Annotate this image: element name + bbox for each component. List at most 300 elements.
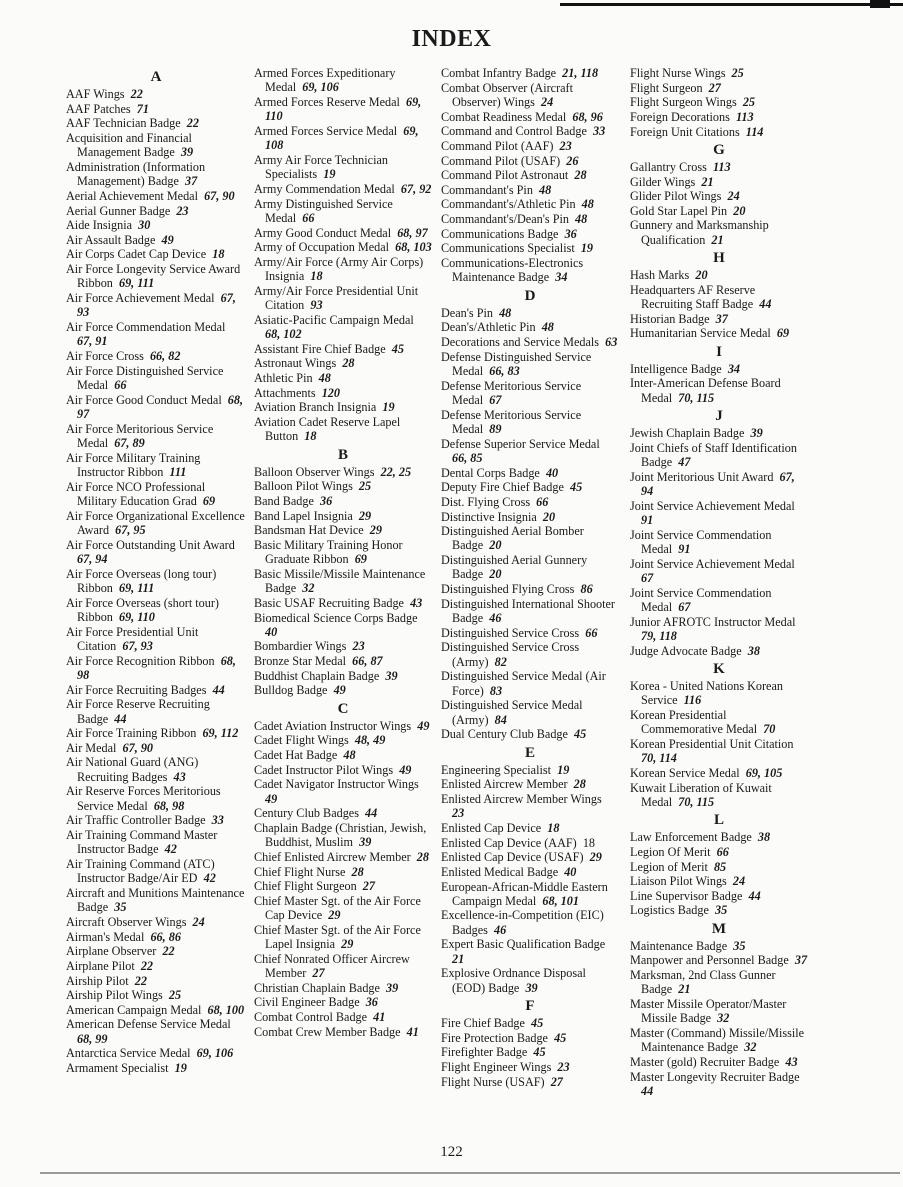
index-entry: [441, 466, 619, 480]
section-letter: K: [713, 660, 725, 677]
index-entry: [630, 939, 808, 953]
index-entry: [254, 124, 432, 153]
index-entry: [630, 312, 808, 326]
index-entry: [630, 441, 808, 470]
entry-term: Basic Military Training Honor Graduate Ribbon: [254, 537, 403, 567]
entry-pages: 91: [678, 542, 691, 557]
entry-term: Aircraft and Munitions Maintenance Badge: [66, 886, 245, 915]
index-entry: [630, 845, 808, 859]
entry-pages: 44: [212, 682, 225, 697]
entry-pages: 45: [569, 480, 583, 495]
entry-term: Foreign Decorations: [630, 109, 730, 124]
entry-pages: 69: [202, 493, 216, 508]
entry-pages: 66: [302, 210, 315, 225]
entry-term: Fire Protection Badge: [441, 1030, 548, 1045]
entry-term: Army Distinguished Service Medal: [254, 196, 393, 225]
entry-pages: 29: [328, 908, 341, 923]
entry-term: Air Force Cross: [66, 349, 144, 364]
entry-term: Armament Specialist: [66, 1061, 169, 1076]
entry-term: Combat Infantry Badge: [441, 66, 557, 80]
entry-pages: 67, 93: [77, 291, 236, 320]
entry-term: Dual Century Club Badge: [441, 727, 568, 742]
entry-term: Air Force Reserve Recruiting Badge: [66, 697, 210, 726]
index-entry: [441, 66, 619, 80]
entry-term: Airman's Medal: [66, 929, 145, 944]
entry-term: Foreign Unit Citations: [630, 124, 740, 139]
entry-pages: 48, 49: [354, 733, 386, 748]
entry-term: Buddhist Chaplain Badge: [254, 668, 380, 683]
entry-pages: 45: [531, 1016, 544, 1031]
entry-term: Defense Meritorious Service Medal: [441, 407, 582, 436]
entry-pages: 39: [386, 980, 399, 995]
entry-pages: 66, 86: [150, 929, 181, 944]
entry-pages: 84: [494, 712, 507, 727]
index-entry: [66, 697, 246, 726]
index-entry: [630, 903, 808, 917]
index-entry: [441, 698, 619, 727]
index-entry: [66, 1046, 246, 1060]
entry-term: Air Force Presidential Unit Citation: [66, 624, 199, 653]
index-entry: [630, 968, 808, 997]
index-entry: [441, 241, 619, 255]
entry-pages: 93: [310, 298, 323, 313]
index-entry: [254, 596, 432, 610]
section-letter: I: [716, 343, 722, 360]
entry-pages: 18: [582, 835, 596, 850]
entry-term: Air National Guard (ANG) Recruiting Badges: [66, 755, 199, 784]
index-entry: [66, 233, 246, 247]
entry-pages: 45: [533, 1045, 546, 1060]
index-entry: [441, 669, 619, 698]
index-entry: [254, 923, 432, 952]
section-letter: F: [525, 998, 535, 1015]
entry-term: Army Good Conduct Medal: [254, 225, 392, 240]
entry-term: Master (gold) Recruiter Badge: [630, 1055, 780, 1070]
entry-pages: 37: [715, 311, 728, 326]
entry-term: Bombardier Wings: [254, 639, 347, 654]
index-entry: [630, 679, 808, 708]
index-entry: [254, 182, 432, 196]
index-entry: [66, 393, 246, 422]
entry-term: Bronze Star Medal: [254, 654, 347, 669]
entry-term: Logistics Badge: [630, 903, 709, 918]
entry-term: Distinctive Insignia: [441, 509, 537, 524]
entry-term: Communications Badge: [441, 226, 559, 241]
index-entry: [254, 153, 432, 182]
entry-term: Commandant's Pin: [441, 182, 533, 197]
entry-term: Air Training Command (ATC) Instructor Badge/Air ED: [66, 857, 215, 886]
index-entry: [254, 509, 432, 523]
entry-pages: 28: [573, 777, 586, 792]
entry-term: Dist. Flying Cross: [441, 494, 531, 509]
entry-pages: 41: [406, 1024, 419, 1039]
entry-pages: 39: [359, 835, 372, 850]
entry-term: Command Pilot (USAF): [441, 153, 561, 168]
entry-term: Distinguished International Shooter Badge: [441, 596, 615, 626]
index-entry: [66, 480, 246, 509]
entry-pages: 67, 94: [641, 469, 795, 499]
index-entry: [630, 737, 808, 766]
index-entry: [66, 451, 246, 480]
index-entry: [441, 81, 619, 110]
entry-term: Law Enforcement Badge: [630, 830, 752, 845]
entry-pages: 37: [794, 953, 808, 968]
entry-pages: 41: [373, 1010, 386, 1025]
index-entry: [254, 1010, 432, 1024]
index-entry: [66, 160, 246, 189]
index-entry: [254, 777, 432, 806]
index-entry: [66, 828, 246, 857]
entry-pages: 19: [557, 762, 570, 777]
index-entry: [254, 386, 432, 400]
index-entry: [441, 850, 619, 864]
entry-term: Communications Specialist: [441, 241, 575, 256]
entry-term: Antarctica Service Medal: [66, 1046, 191, 1061]
entry-term: Army/Air Force (Army Air Corps) Insignia: [254, 254, 424, 284]
entry-term: Attachments: [254, 385, 316, 400]
entry-term: Distinguished Service Medal (Army): [441, 698, 583, 727]
index-entry: [441, 626, 619, 640]
index-entry: [630, 1055, 808, 1069]
entry-pages: 21: [678, 982, 691, 997]
index-entry: [630, 557, 808, 586]
entry-pages: 21, 118: [562, 66, 599, 80]
entry-term: Joint Service Achievement Medal: [630, 556, 795, 571]
entry-term: Enlisted Aircrew Member Wings: [441, 791, 602, 806]
entry-pages: 67, 90: [204, 188, 235, 203]
index-entry: [441, 110, 619, 124]
index-entry: [441, 183, 619, 197]
entry-pages: 85: [713, 859, 727, 874]
entry-term: Headquarters AF Reserve Recruiting Staff Badge: [630, 282, 756, 312]
entry-pages: 23: [557, 1060, 570, 1075]
index-entry: [441, 480, 619, 494]
entry-term: Legion Of Merit: [630, 844, 711, 859]
entry-pages: 67, 92: [400, 181, 432, 196]
entry-term: Air Force Military Training Instructor Ribbon: [66, 450, 201, 479]
entry-pages: 34: [727, 361, 740, 376]
entry-term: Basic Missile/Missile Maintenance Badge: [254, 566, 426, 596]
entry-term: Air Force NCO Professional Military Education Grad: [66, 479, 206, 508]
entry-pages: 66: [585, 625, 598, 640]
entry-term: Airship Pilot Wings: [66, 988, 163, 1003]
index-entry: [441, 727, 619, 741]
entry-pages: 69, 106: [196, 1046, 234, 1061]
entry-pages: 24: [540, 94, 554, 109]
index-entry: [254, 465, 432, 479]
entry-term: Humanitarian Service Medal: [630, 326, 771, 341]
bottom-rule: [40, 1172, 900, 1174]
index-entry: [441, 908, 619, 937]
entry-pages: 36: [320, 493, 333, 508]
entry-pages: 29: [589, 850, 602, 865]
entry-term: Aviation Cadet Reserve Lapel Button: [254, 415, 401, 444]
entry-term: Gilder Wings: [630, 174, 696, 189]
entry-pages: 29: [341, 937, 354, 952]
index-entry: [66, 538, 246, 567]
index-entry: [66, 784, 246, 813]
top-rule: [560, 3, 903, 6]
entry-pages: 48: [575, 212, 588, 227]
entry-term: Cadet Flight Wings: [254, 733, 349, 748]
entry-term: Chief Master Sgt. of the Air Force Cap Device: [254, 893, 421, 923]
entry-pages: 69, 110: [265, 94, 422, 124]
entry-pages: 66: [536, 494, 549, 509]
entry-pages: 22: [162, 944, 175, 959]
entry-pages: 25: [358, 479, 372, 494]
entry-pages: 67, 89: [114, 436, 145, 450]
section-letter: H: [713, 250, 725, 267]
index-entry: [630, 376, 808, 405]
entry-pages: 68, 97: [77, 392, 244, 422]
index-entry: [66, 741, 246, 755]
index-entry: [254, 995, 432, 1009]
index-entry: [254, 567, 432, 596]
entry-pages: 67: [641, 571, 654, 586]
index-entry: [630, 283, 808, 312]
index-entry: [441, 212, 619, 226]
entry-term: Flight Surgeon Wings: [630, 95, 737, 110]
index-entry: [441, 821, 619, 835]
entry-term: Chief Flight Nurse: [254, 864, 346, 879]
index-entry: [441, 880, 619, 909]
entry-pages: 67, 91: [77, 334, 108, 349]
entry-pages: 49: [265, 791, 278, 806]
entry-term: Combat Readiness Medal: [441, 109, 567, 124]
index-entry: [630, 204, 808, 218]
index-entry: [630, 66, 808, 80]
index-entry: [630, 889, 808, 903]
entry-term: Firefighter Badge: [441, 1045, 528, 1060]
entry-term: Air Corps Cadet Cap Device: [66, 247, 207, 262]
index-entry: [630, 766, 808, 780]
entry-term: Legion of Merit: [630, 859, 708, 874]
entry-pages: 22, 25: [380, 464, 412, 479]
index-entry: [630, 160, 808, 174]
entry-pages: 69, 108: [265, 123, 419, 153]
entry-pages: 68, 102: [265, 327, 302, 342]
index-entry: [441, 1075, 619, 1089]
entry-term: Cadet Aviation Instructor Wings: [254, 718, 412, 733]
entry-term: Korea - United Nations Korean Service: [630, 678, 783, 708]
index-entry: [254, 479, 432, 493]
index-entry: [254, 639, 432, 653]
entry-term: Master Longevity Recruiter Badge: [630, 1069, 800, 1084]
index-entry: [441, 139, 619, 153]
index-entry: [630, 830, 808, 844]
entry-term: Flight Nurse (USAF): [441, 1074, 545, 1089]
entry-term: AAF Wings: [66, 87, 125, 101]
entry-term: Gallantry Cross: [630, 159, 707, 174]
entry-term: Air Force Longevity Service Award Ribbon: [66, 262, 241, 291]
index-entry: [254, 865, 432, 879]
entry-pages: 24: [192, 914, 205, 929]
entry-term: Dean's Pin: [441, 305, 493, 320]
index-entry: [441, 256, 619, 285]
entry-pages: 19: [323, 167, 336, 182]
index-entry: [66, 959, 246, 973]
index-entry: [66, 1061, 246, 1075]
entry-term: Army Air Force Technician Specialists: [254, 152, 388, 182]
entry-term: Air Force Overseas (long tour) Ribbon: [66, 566, 217, 595]
entry-pages: 63: [605, 335, 618, 349]
index-entry: [441, 597, 619, 626]
entry-pages: 40: [564, 864, 577, 879]
entry-pages: 18: [310, 269, 323, 284]
entry-term: Army of Occupation Medal: [254, 240, 390, 255]
index-entry: [441, 379, 619, 408]
index-column-1: [66, 66, 246, 1076]
entry-term: Air Traffic Controller Badge: [66, 813, 206, 828]
entry-term: Inter-American Defense Board Medal: [630, 376, 781, 405]
entry-pages: 68, 100: [207, 1002, 245, 1017]
entry-pages: 68, 99: [77, 1031, 108, 1046]
entry-pages: 66, 82: [149, 349, 181, 364]
entry-pages: 44: [759, 297, 772, 312]
entry-term: Marksman, 2nd Class Gunner Badge: [630, 968, 776, 997]
entry-term: Astronaut Wings: [254, 356, 337, 371]
index-entry: [66, 813, 246, 827]
entry-term: Cadet Instructor Pilot Wings: [254, 762, 394, 777]
entry-pages: 42: [164, 842, 177, 857]
entry-term: AAF Technician Badge: [66, 116, 181, 131]
entry-term: Basic USAF Recruiting Badge: [254, 595, 404, 610]
index-entry: [66, 320, 246, 349]
entry-term: Enlisted Cap Device (AAF): [441, 835, 577, 850]
index-entry: [630, 1026, 808, 1055]
index-entry: [66, 596, 246, 625]
entry-term: Band Badge: [254, 493, 314, 508]
entry-term: Combat Observer (Aircraft Observer) Wings: [441, 80, 573, 109]
entry-pages: 45: [554, 1030, 567, 1045]
entry-term: Distinguished Service Cross (Army): [441, 640, 580, 669]
index-entry: [66, 755, 246, 784]
entry-pages: 28: [416, 849, 429, 864]
entry-term: Balloon Observer Wings: [254, 464, 375, 479]
index-entry: [254, 255, 432, 284]
entry-pages: 29: [358, 508, 372, 523]
entry-pages: 116: [683, 693, 702, 708]
entry-pages: 68, 96: [572, 109, 603, 124]
entry-term: Expert Basic Qualification Badge: [441, 937, 606, 952]
entry-term: Army/Air Force Presidential Unit Citation: [254, 283, 419, 313]
entry-term: Liaison Pilot Wings: [630, 874, 727, 889]
entry-term: Armed Forces Reserve Medal: [254, 94, 400, 109]
entry-pages: 34: [555, 270, 568, 285]
entry-term: Air Force Recognition Ribbon: [66, 653, 215, 668]
index-entry: [66, 974, 246, 988]
index-entry: [630, 874, 808, 888]
index-entry: [66, 364, 246, 393]
entry-pages: 37: [184, 174, 198, 189]
entry-term: Junior AFROTC Instructor Medal: [630, 614, 796, 629]
index-entry: [441, 640, 619, 669]
entry-term: Deputy Fire Chief Badge: [441, 480, 564, 495]
entry-term: Athletic Pin: [254, 371, 313, 386]
index-entry: [66, 218, 246, 232]
index-entry: [66, 262, 246, 291]
entry-pages: 35: [733, 938, 746, 953]
section-letter: A: [150, 69, 162, 85]
index-entry: [66, 116, 246, 130]
index-entry: [254, 400, 432, 414]
index-entry: [441, 197, 619, 211]
section-letter: L: [713, 812, 724, 829]
entry-pages: 19: [580, 241, 593, 256]
entry-pages: 66: [716, 844, 729, 859]
index-entry: [254, 952, 432, 981]
entry-pages: 27: [550, 1074, 563, 1089]
entry-pages: 27: [362, 879, 375, 894]
entry-pages: 69, 106: [302, 80, 339, 95]
entry-term: Air Force Training Ribbon: [66, 726, 197, 741]
entry-term: Distinguished Aerial Bomber Badge: [441, 524, 584, 553]
entry-pages: 70, 114: [641, 751, 677, 766]
entry-pages: 32: [302, 581, 315, 596]
entry-pages: 22: [140, 958, 153, 973]
section-letter: C: [337, 700, 349, 717]
entry-term: Explosive Ordnance Disposal (EOD) Badge: [441, 966, 586, 995]
entry-pages: 69, 111: [118, 276, 155, 291]
index-entry: [66, 1003, 246, 1017]
entry-term: Air Medal: [66, 740, 117, 755]
entry-pages: 23: [176, 203, 189, 218]
index-entry: [66, 509, 246, 538]
entry-pages: 32: [744, 1040, 757, 1055]
index-entry: [66, 189, 246, 203]
index-entry: [441, 154, 619, 168]
entry-pages: 39: [180, 145, 194, 160]
index-entry: [630, 426, 808, 440]
index-entry: [254, 1025, 432, 1039]
entry-pages: 66: [114, 378, 127, 393]
entry-pages: 67: [489, 392, 502, 407]
entry-term: Cadet Hat Badge: [254, 748, 338, 763]
entry-pages: 79, 118: [641, 628, 677, 643]
entry-pages: 113: [712, 159, 731, 174]
entry-term: Armed Forces Service Medal: [254, 123, 398, 138]
index-entry: [630, 860, 808, 874]
entry-term: Chaplain Badge (Christian, Jewish, Buddhist, Muslim: [254, 820, 427, 850]
section-letter: D: [524, 287, 536, 304]
entry-pages: 48: [499, 305, 512, 320]
index-entry: [441, 437, 619, 466]
index-entry: [254, 763, 432, 777]
entry-term: Air Force Commendation Medal: [66, 320, 226, 335]
entry-term: Manpower and Personnel Badge: [630, 953, 789, 968]
entry-term: Cadet Navigator Instructor Wings: [254, 777, 419, 792]
entry-pages: 43: [173, 769, 186, 784]
section-letter: E: [524, 744, 535, 761]
entry-pages: 27: [312, 966, 325, 981]
index-entry: [254, 538, 432, 567]
entry-pages: 22: [186, 116, 199, 131]
entry-term: Asiatic-Pacific Campaign Medal: [254, 312, 414, 327]
entry-pages: 67: [678, 600, 691, 614]
index-entry: [254, 850, 432, 864]
entry-term: Aerial Achievement Medal: [66, 188, 198, 203]
index-entry: [630, 499, 808, 528]
entry-term: Enlisted Medical Badge: [441, 864, 559, 879]
entry-term: Airplane Observer: [66, 944, 157, 959]
index-entry: [66, 131, 246, 160]
index-entry: [66, 1017, 246, 1046]
index-entry: [254, 284, 432, 313]
section-letter: J: [715, 408, 723, 425]
index-entry: [441, 777, 619, 791]
index-entry: [254, 654, 432, 668]
index-entry: [630, 81, 808, 95]
